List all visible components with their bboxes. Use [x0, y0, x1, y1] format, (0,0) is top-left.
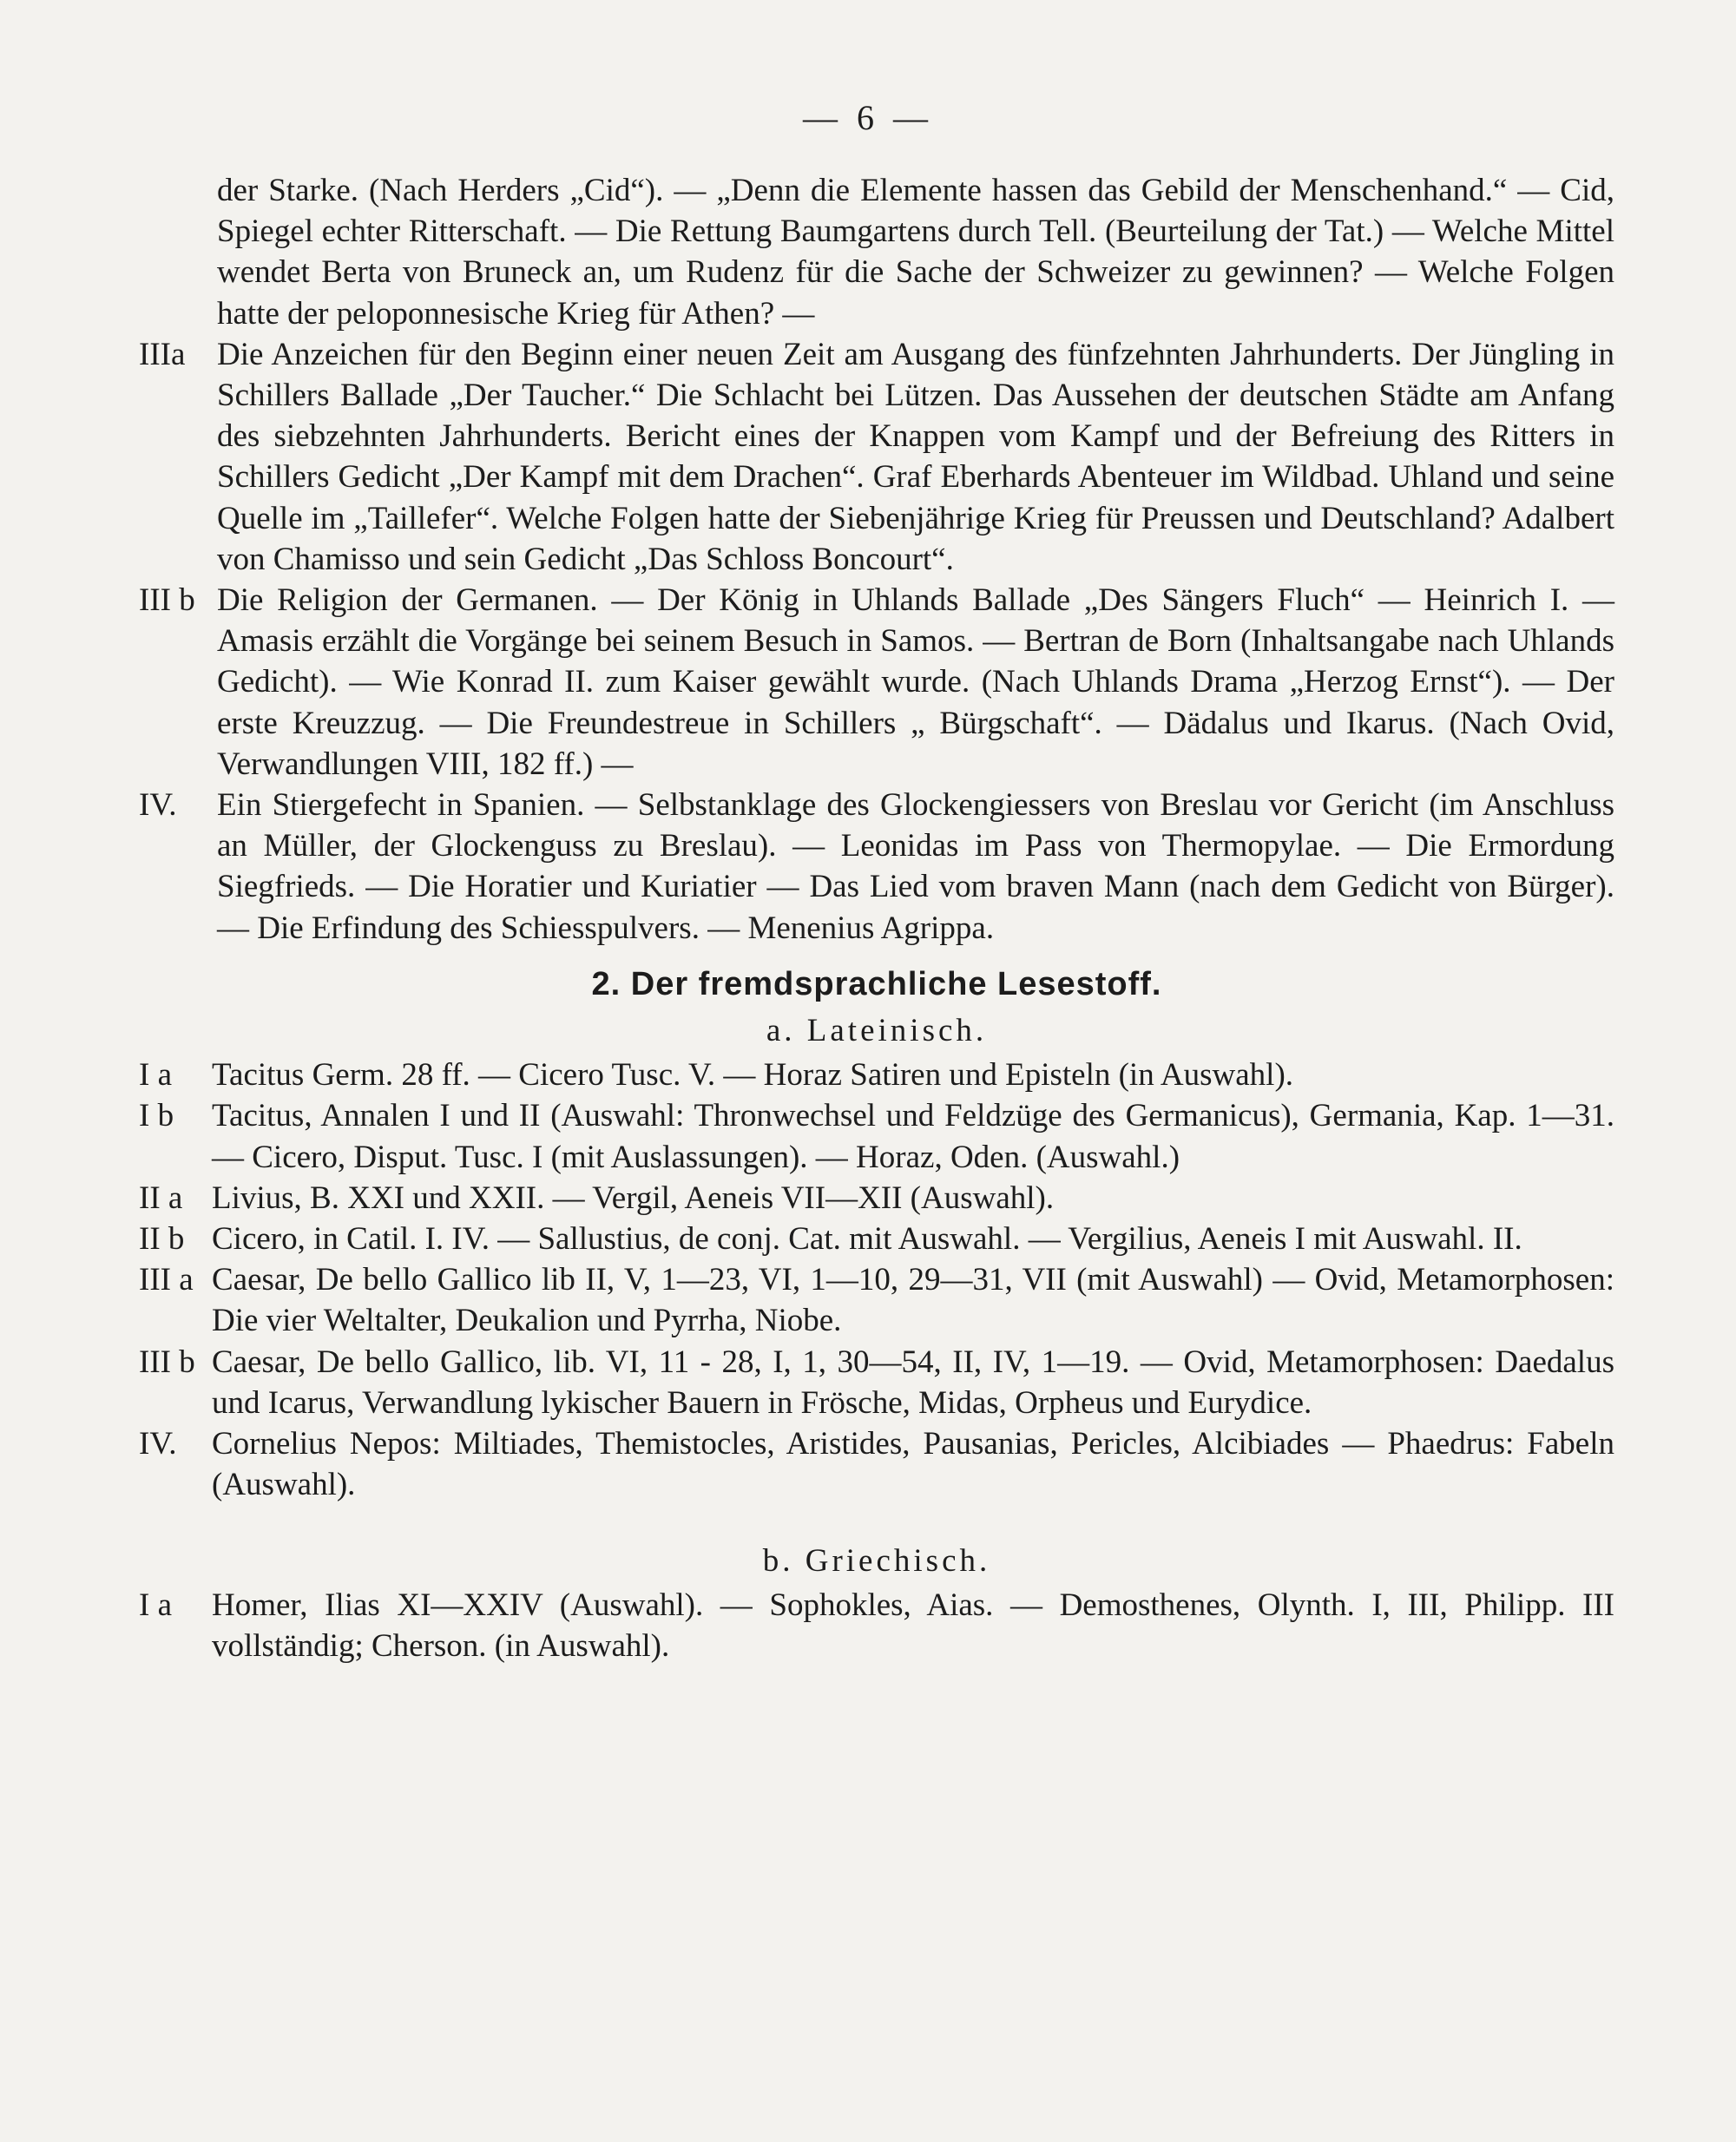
- topic-entry-iiib: [139, 580, 1614, 785]
- reading-text: Livius, B. XXI und XXII. — Vergil, Aeneis VII—XII (Auswahl).: [212, 1179, 1055, 1216]
- class-label: IIIa: [139, 336, 186, 372]
- section-heading: 2. Der fremdsprachliche Lesestoff.: [591, 965, 1162, 1002]
- page-number: — 6 —: [803, 98, 933, 137]
- class-label: III b: [139, 582, 195, 619]
- topic-text: Ein Stiergefecht in Spanien. — Selbstanklage des Glockengiessers von Breslau vor Gericht (im Anschluss an Müller, der Glockenguss zu Breslau). — Leonidas im Pass von Thermopylae. — Die Ermordung Siegfrieds. — Die Horatier und Kuriatier — Das Lied vom braven Mann (nach dem Gedicht von Bürger). — Die Erfindung des Schiesspulvers. — Menenius Agrippa.: [217, 787, 1614, 946]
- class-label: III a: [139, 1262, 194, 1298]
- reading-text: Cicero, in Catil. I. IV. — Sallustius, de conj. Cat. mit Auswahl. — Vergilius, Aeneis I mit Auswahl. II.: [212, 1221, 1522, 1258]
- reading-text: Caesar, De bello Gallico lib II, V, 1—23, VI, 1—10, 29—31, VII (mit Auswahl) — Ovid, Metamorphosen: Die vier Weltalter, Deukalion und Pyrrha, Niobe.: [212, 1262, 1614, 1339]
- continuation-paragraph: der Starke. (Nach Herders „Cid“). — „Denn die Elemente hassen das Gebild der Menschenhand.“ — Cid, Spiegel echter Ritterschaft. — Die Rettung Baumgartens durch Tell. (Beurteilung der Tat.) — Welche Mittel wendet Berta von Bruneck an, um Rudenz für die Sache der Schweizer zu gewinnen? — Welche Folgen hatte der peloponnesische Krieg für Athen? —: [217, 173, 1614, 332]
- topic-entry-iiia: [139, 334, 1614, 580]
- latin-entry-iiia: [139, 1259, 1614, 1341]
- topic-text: Die Religion der Germanen. — Der König in Uhlands Ballade „Des Sängers Fluch“ — Heinrich I. — Amasis erzählt die Vorgänge bei seinem Besuch in Samos. — Bertran de Born (Inhaltsangabe nach Uhlands Gedicht). — Wie Konrad II. zum Kaiser gewählt wurde. (Nach Uhlands Drama „Herzog Ernst“). — Der erste Kreuzzug. — Die Freundestreue in Schillers „ Bürgschaft“. — Dädalus und Ikarus. (Nach Ovid, Verwandlungen VIII, 182 ff.) —: [217, 582, 1614, 782]
- class-label: II a: [139, 1179, 183, 1216]
- latin-entry-iiib: [139, 1342, 1614, 1423]
- class-label: III b: [139, 1344, 195, 1380]
- greek-entry-ia: [139, 1585, 1614, 1666]
- latin-entry-ia: [139, 1055, 1614, 1095]
- class-label: IV.: [139, 1426, 177, 1462]
- latin-subheading: a. Lateinisch.: [766, 1013, 988, 1049]
- page-content: [139, 170, 1614, 1666]
- class-label: I a: [139, 1587, 172, 1623]
- class-label: II b: [139, 1221, 185, 1258]
- latin-entry-ib: [139, 1095, 1614, 1177]
- latin-entry-iia: [139, 1178, 1614, 1219]
- class-label: IV.: [139, 787, 177, 824]
- reading-text: Homer, Ilias XI—XXIV (Auswahl). — Sophokles, Aias. — Demosthenes, Olynth. I, III, Philipp. III vollständig; Cherson. (in Auswahl).: [212, 1587, 1614, 1664]
- latin-entry-iv: [139, 1423, 1614, 1505]
- reading-text: Tacitus Germ. 28 ff. — Cicero Tusc. V. — Horaz Satiren und Episteln (in Auswahl).: [212, 1057, 1294, 1094]
- topic-entry-iv: [139, 785, 1614, 949]
- latin-entry-iib: [139, 1219, 1614, 1259]
- reading-text: Caesar, De bello Gallico, lib. VI, 11 - 28, I, 1, 30—54, II, IV, 1—19. — Ovid, Metamorphosen: Daedalus und Icarus, Verwandlung lykischer Bauern in Frösche, Midas, Orpheus und Eurydice.: [212, 1344, 1614, 1421]
- topic-text: Die Anzeichen für den Beginn einer neuen Zeit am Ausgang des fünfzehnten Jahrhunderts. Der Jüngling in Schillers Ballade „Der Taucher.“ Die Schlacht bei Lützen. Das Aussehen der deutschen Städte am Anfang des siebzehnten Jahrhunderts. Bericht eines der Knappen vom Kampf und der Befreiung des Ritters in Schillers Gedicht „Der Kampf mit dem Drachen“. Graf Eberhards Abenteuer im Wildbad. Uhland und seine Quelle im „Taillefer“. Welche Folgen hatte der Siebenjährige Krieg für Preussen und Deutschland? Adalbert von Chamisso und sein Gedicht „Das Schloss Boncourt“.: [217, 336, 1614, 577]
- class-label: I a: [139, 1057, 172, 1094]
- greek-subheading: b. Griechisch.: [762, 1542, 991, 1579]
- class-label: I b: [139, 1098, 174, 1134]
- reading-text: Tacitus, Annalen I und II (Auswahl: Thronwechsel und Feldzüge des Germanicus), Germania, Kap. 1—31. — Cicero, Disput. Tusc. I (mit Auslassungen). — Horaz, Oden. (Auswahl.): [212, 1098, 1614, 1175]
- reading-text: Cornelius Nepos: Miltiades, Themistocles, Aristides, Pausanias, Pericles, Alcibiades — Phaedrus: Fabeln (Auswahl).: [212, 1426, 1614, 1503]
